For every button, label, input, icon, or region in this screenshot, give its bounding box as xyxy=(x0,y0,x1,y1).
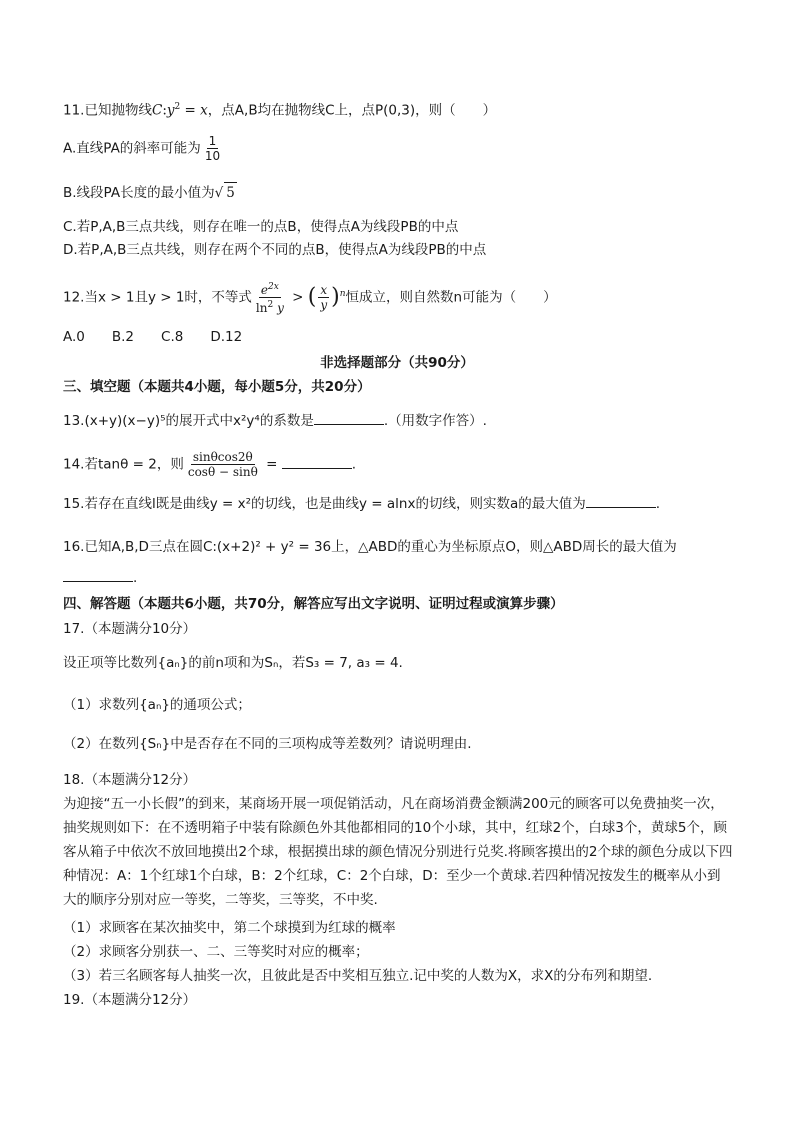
section4-heading: 四、解答题（本题共6小题，共70分，解答应写出文字说明、证明过程或演算步骤） xyxy=(63,596,564,612)
q11-stem: 11.已知抛物线$C:y^2 = x$，点A,B均在抛物线C上，点P(0,3)，则（ ） xyxy=(63,102,497,119)
q16-answer-blank xyxy=(63,569,133,582)
q14-stem: 14.若tanθ = 2，则 $\frac{\sin\theta\cos 2\theta}{\cos\theta - \sin\theta}$ = . xyxy=(63,450,357,479)
q11-option-b: B.线段PA长度的最小值为√ 5 xyxy=(63,182,237,203)
q14-answer-blank xyxy=(282,456,352,469)
q15-stem: 15.若存在直线l既是曲线y = x²的切线，也是曲线y = alnx的切线，则实数a的最大值为 . xyxy=(63,496,661,512)
q18-part1: （1）求顾客在某次抽奖中，第二个球摸到为红球的概率 xyxy=(63,920,396,936)
q15-text: 15.若存在直线l既是曲线y = x²的切线，也是曲线y = alnx的切线，则实数a的最大值为 xyxy=(63,496,586,512)
q18-stem: 为迎接“五一小长假”的到来，某商场开展一项促销活动，凡在商场消费金额满200元的顾客可以免费抽奖一次，抽奖规则如下：在不透明箱子中装有除颜色外其他都相同的10个小球，其中，红球2个，白球3个，黄球5个，顾客从箱子中依次不放回地摸出2个球，根据摸出球的颜色情况分别进行兑奖.将顾客摸出的2个球的颜色分成以下四种情况：A：1个红球1个白球，B：2个红球，C：2个白球，D：至少一个黄球.若四种情况按发生的概率从小到大的顺序分别对应一等奖，二等奖，三等奖，不中奖. xyxy=(63,796,733,908)
q11-option-d: D.若P,A,B三点共线，则存在两个不同的点B，使得点A为线段PB的中点 xyxy=(63,242,487,258)
q16-answer-blank-line: . xyxy=(63,568,137,588)
q14-fraction: $\frac{\sin\theta\cos 2\theta}{\cos\theta - \sin\theta}$ xyxy=(187,450,258,479)
q13-text: 13.(x+y)(x−y)⁵的展开式中x²y⁴的系数是 xyxy=(63,413,314,429)
q13-answer-blank xyxy=(314,412,384,425)
q18-part2: （2）求顾客分别获一、二、三等奖时对应的概率； xyxy=(63,944,369,960)
q11-option-b-radicand: 5 xyxy=(224,182,237,203)
section3-heading: 三、填空题（本题共4小题，每小题5分，共20分） xyxy=(63,379,371,395)
q13-stem xyxy=(63,411,487,431)
q12-fraction-right: $\frac{x}{y}$ xyxy=(320,283,328,312)
q12-prefix: 12.当x > 1且y > 1时，不等式 xyxy=(63,289,252,306)
q17-part1: （1）求数列{aₙ}的通项公式； xyxy=(63,697,251,713)
q12-options: A.0 B.2 C.8 D.12 xyxy=(63,329,243,345)
q12-stem: 12.当x > 1且y > 1时，不等式 $\frac{e^{2x}}{\ln^2 y}$ > ( $\frac{x}{y}$ )$^n$恒成立，则自然数n可能为（ ） xyxy=(63,282,557,315)
q17-stem: 设正项等比数列{aₙ}的前n项和为Sₙ，若S₃ = 7, a₃ = 4. xyxy=(63,655,403,671)
q19-header: 19.（本题满分12分） xyxy=(63,992,197,1008)
q17-part2: （2）在数列{Sₙ}中是否存在不同的三项构成等差数列？请说明理由. xyxy=(63,736,472,752)
q12-fraction-left: $\frac{e^{2x}}{\ln^2 y}$ xyxy=(255,282,284,315)
q11-parabola-formula: C xyxy=(151,102,163,119)
q11-option-c: C.若P,A,B三点共线，则存在唯一的点B，使得点A为线段PB的中点 xyxy=(63,219,459,235)
q17-header: 17.（本题满分10分） xyxy=(63,621,197,637)
q14-prefix: 14.若tanθ = 2，则 xyxy=(63,456,184,473)
q18-part3: （3）若三名顾客每人抽奖一次，且彼此是否中奖相互独立.记中奖的人数为X，求X的分布列和期望. xyxy=(63,968,653,984)
q11-suffix: ，点A,B均在抛物线C上，点P(0,3)，则（ ） xyxy=(207,102,497,119)
q11-option-a: A.直线PA的斜率可能为 $\frac{1}{10}$ xyxy=(63,134,221,163)
q11-option-a-fraction: $\frac{1}{10}$ xyxy=(204,134,221,163)
q16-stem: 16.已知A,B,D三点在圆C:(x+2)² + y² = 36上，△ABD的重心为坐标原点O，则△ABD周长的最大值为 xyxy=(63,539,677,555)
q15-answer-blank xyxy=(586,495,656,508)
q11-prefix: 11.已知抛物线 xyxy=(63,102,152,119)
q12-suffix: 恒成立，则自然数n可能为（ ） xyxy=(345,289,557,306)
section-nonchoice-heading: 非选择题部分（共90分） xyxy=(320,355,474,371)
q18-header: 18.（本题满分12分） xyxy=(63,772,197,788)
q13-suffix: .（用数字作答）. xyxy=(383,413,487,429)
